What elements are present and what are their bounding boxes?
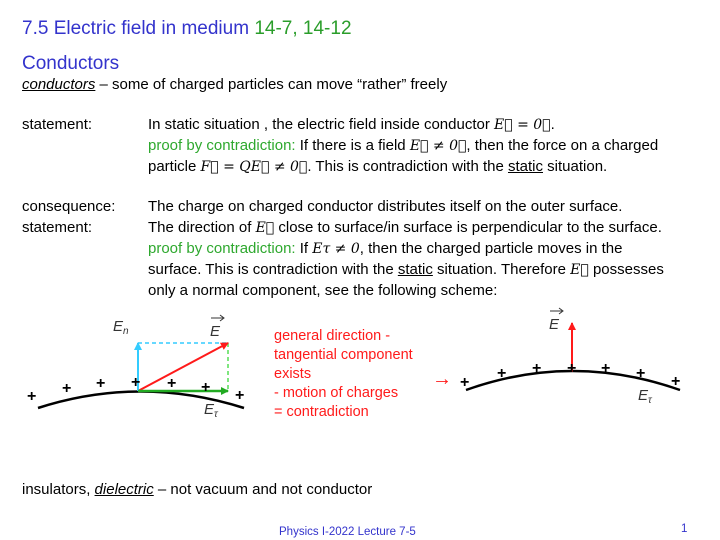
plus-sign: + xyxy=(671,373,681,390)
equation: Eτ ≠ 0 xyxy=(312,241,360,257)
plus-sign: + xyxy=(27,388,37,405)
text-fragment: . xyxy=(550,116,555,133)
note-line: general direction - xyxy=(274,328,391,344)
proof-label: proof by contradiction: xyxy=(148,240,296,257)
footer-text: Physics I-2022 Lecture 7-5 xyxy=(279,526,416,538)
label-En: $E_n$ xyxy=(113,318,129,337)
text-fragment: The direction of xyxy=(148,219,256,236)
note-line: = contradiction xyxy=(274,404,369,420)
text-fragment: , then the force on a charged xyxy=(466,137,659,154)
label-consequence: consequence: xyxy=(22,198,116,215)
proof-label: proof by contradiction: xyxy=(148,137,296,154)
underlined-word: static xyxy=(397,261,433,278)
field-vector-E-left xyxy=(138,343,228,391)
plus-sign: + xyxy=(62,380,72,397)
plus-sign: + xyxy=(131,374,141,391)
note-line: - motion of charges xyxy=(274,385,399,401)
text-fragment: particle xyxy=(148,158,201,175)
equation: F⃗ = QE⃗ ≠ 0⃗ xyxy=(200,159,308,175)
text-fragment: surface. This is contradiction with the xyxy=(148,261,398,278)
title-text: 7.5 Electric field in medium xyxy=(22,18,250,39)
statement-2-line-4: only a normal component, see the following scheme: xyxy=(148,282,498,299)
text-fragment: situation. xyxy=(543,158,608,175)
text-fragment: . This is contradiction with the xyxy=(307,158,508,175)
diagram-note xyxy=(274,327,444,422)
term-conductors: conductors xyxy=(22,76,96,93)
right-arrow-icon: → xyxy=(432,368,452,390)
intro-text: – some of charged particles can move “rather” freely xyxy=(95,76,448,93)
text-fragment: – not vacuum and not conductor xyxy=(153,481,373,498)
plus-sign: + xyxy=(532,360,542,377)
section-heading: Conductors xyxy=(22,53,120,74)
label-E-left: E xyxy=(210,323,221,340)
note-line: exists xyxy=(274,366,312,382)
plus-sign: + xyxy=(497,365,507,382)
consequence-line: The charge on charged conductor distributes itself on the outer surface. xyxy=(148,198,623,215)
text-fragment: If xyxy=(295,240,313,257)
label-Et-left: $E_\tau$ xyxy=(204,401,218,420)
page-number: 1 xyxy=(681,523,688,535)
label-Et-right: $E_\tau$ xyxy=(638,387,652,406)
equation: E⃗ = 0⃗ xyxy=(494,117,551,133)
plus-sign: + xyxy=(567,360,577,377)
plus-sign: + xyxy=(235,387,245,404)
note-line: tangential component xyxy=(274,347,413,363)
plus-sign: + xyxy=(201,379,211,396)
text-fragment: If there is a field xyxy=(295,137,410,154)
plus-sign: + xyxy=(636,365,646,382)
text-fragment: close to surface/in surface is perpendicular to the surface. xyxy=(274,219,662,236)
text-fragment: In static situation , the electric field inside conductor xyxy=(148,116,495,133)
term-dielectric: dielectric xyxy=(94,481,154,498)
text-fragment: , then the charged particle moves in the xyxy=(359,240,623,257)
label-statement-1: statement: xyxy=(22,116,93,133)
plus-sign: + xyxy=(167,375,177,392)
plus-sign: + xyxy=(96,375,106,392)
text-fragment: possesses xyxy=(588,261,664,278)
underlined-word: static xyxy=(507,158,543,175)
label-E-right: E xyxy=(549,316,560,333)
equation: E⃗ xyxy=(255,220,275,236)
equation: E⃗ ≠ 0⃗ xyxy=(409,138,467,154)
label-statement-2: statement: xyxy=(22,219,93,236)
plus-sign: + xyxy=(601,360,611,377)
text-fragment: situation. Therefore xyxy=(432,261,571,278)
insulators-line xyxy=(22,481,372,498)
title-refs: 14-7, 14-12 xyxy=(254,18,352,39)
equation: E⃗ xyxy=(570,262,589,278)
text-fragment: insulators, xyxy=(22,481,95,498)
plus-sign: + xyxy=(460,374,470,391)
